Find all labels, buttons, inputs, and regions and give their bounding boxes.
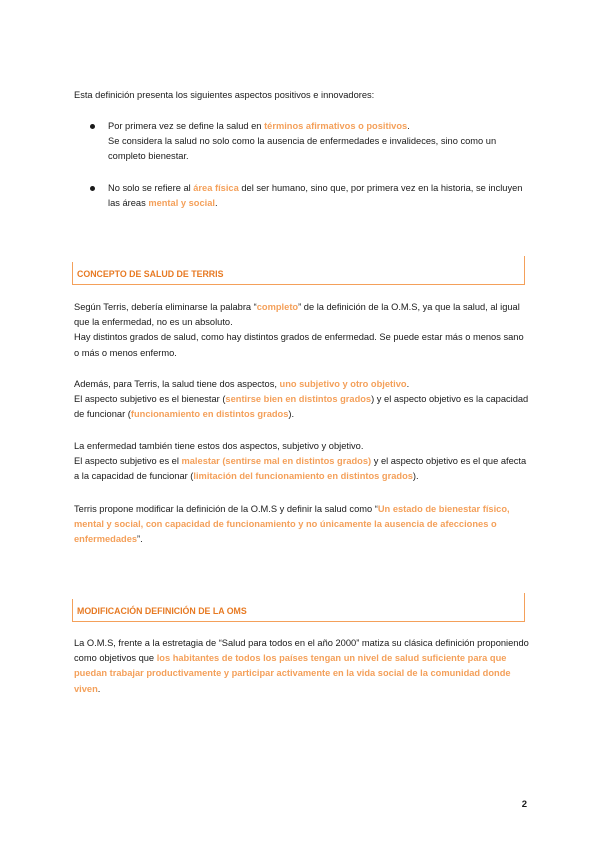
- section-heading-oms: MODIFICACIÓN DEFINICIÓN DE LA OMS: [72, 599, 525, 622]
- page-number: 2: [521, 799, 527, 810]
- paragraph: Terris propone modificar la definición de la O.M.S y definir la salud como “Un estado de bienestar físico, mental y social, con capacidad de funcionamiento y no únicamente la ausencia de afecciones o enfermedades”.: [74, 504, 510, 545]
- paragraph: Según Terris, debería eliminarse la palabra “completo” de la definición de la O.M.S, ya que la salud, al igual que la enfermedad, no es un absoluto. Hay distintos grados de salud, como hay distintos grados de enfermedad. Se puede estar más o menos sano o más o menos enfermo.: [74, 302, 524, 358]
- intro-text: Esta definición presenta los siguientes aspectos positivos e innovadores:: [74, 90, 375, 100]
- bullet-item: Por primera vez se define la salud en términos afirmativos o positivos. Se considera la salud no solo como la ausencia de enfermedades e invalideces, sino como un completo bienestar.: [90, 119, 530, 165]
- bullet-item: No solo se refiere al área física del ser humano, sino que, por primera vez en la historia, se incluyen las áreas mental y social.: [90, 181, 530, 211]
- bullet-dot-icon: [90, 186, 95, 191]
- paragraph: Además, para Terris, la salud tiene dos aspectos, uno subjetivo y otro objetivo. El aspecto subjetivo es el bienestar (sentirse bien en distintos grados) y el aspecto objetivo es la capacidad de funcionar (funcionamiento en distintos grados).: [74, 379, 529, 420]
- bullet-list: [90, 119, 530, 227]
- paragraph: La enfermedad también tiene estos dos aspectos, subjetivo y objetivo. El aspecto subjetivo es el malestar (sentirse mal en distintos grados) y el aspecto objetivo es el que afecta a la capacidad de funcionar (limitación del funcionamiento en distintos grados).: [74, 441, 527, 482]
- paragraph: La O.M.S, frente a la estretagia de “Salud para todos en el año 2000” matiza su clásica definición proponiendo como objetivos que los habitantes de todos los países tengan un nivel de salud suficiente para que puedan trabajar productivamente y participar activamente en la vida social de la comunidad donde viven.: [74, 638, 529, 694]
- bullet-dot-icon: [90, 124, 95, 129]
- section-heading-terris: CONCEPTO DE SALUD DE TERRIS: [72, 262, 525, 285]
